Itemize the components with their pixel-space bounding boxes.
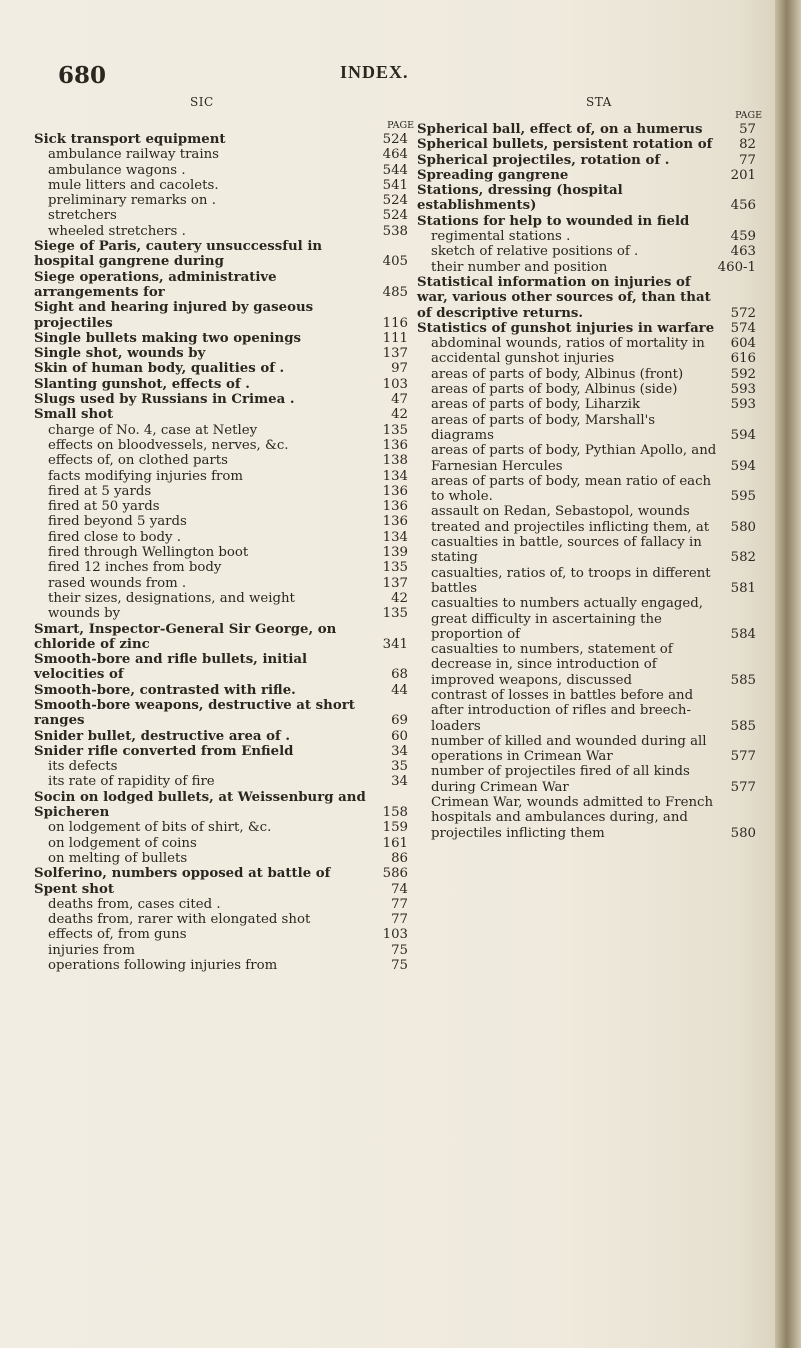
entry-heading: Slanting gunshot, xyxy=(34,376,168,392)
page-ref: 103 xyxy=(382,376,408,392)
index-subentry xyxy=(417,795,762,841)
index-subentry xyxy=(417,244,762,259)
entry-text: rotation of . xyxy=(580,152,670,168)
page-ref: 201 xyxy=(730,167,756,183)
entry-text: injuries from xyxy=(48,942,135,958)
index-subentry xyxy=(417,367,762,382)
entry-heading: Siege of Paris, xyxy=(34,239,142,255)
entry-text: cautery unsuccessful in hospital gangrene during xyxy=(34,239,323,270)
entry-text: charge of No. 4, case at Netley xyxy=(48,422,258,438)
index-entry xyxy=(34,132,414,147)
page-ref: 136 xyxy=(382,483,408,499)
index-subentry xyxy=(34,178,414,193)
entry-text: administrative arrangements for xyxy=(34,269,277,300)
index-entry xyxy=(417,214,762,229)
entry-text: warfare xyxy=(657,320,715,336)
page-ref: 586 xyxy=(382,866,408,882)
page-ref: 524 xyxy=(382,193,408,209)
entry-heading: Solferino, xyxy=(34,866,107,882)
page-ref: 604 xyxy=(730,336,756,352)
page-ref: 456 xyxy=(730,198,756,214)
index-subentry xyxy=(417,382,762,397)
page-ref: 161 xyxy=(382,835,408,851)
index-subentry xyxy=(34,560,414,575)
index-subentry xyxy=(417,642,762,688)
entry-text: number of killed and wounded during all operations in Crimean War xyxy=(431,733,707,765)
page-ref: 35 xyxy=(391,759,408,775)
index-subentry xyxy=(417,596,762,642)
entry-text: on lodgement of coins xyxy=(48,835,197,851)
page-ref: 68 xyxy=(391,667,408,683)
entry-heading: Spherical projectiles, xyxy=(417,152,576,168)
entry-text: fired 12 inches from body xyxy=(48,560,222,576)
page-ref: 544 xyxy=(382,162,408,178)
page-ref: 103 xyxy=(382,927,408,943)
right-index-column xyxy=(417,110,762,841)
index-subentry xyxy=(417,688,762,734)
entry-text: mule litters and cacolets. xyxy=(48,177,219,193)
page-ref: 97 xyxy=(391,361,408,377)
index-entry xyxy=(34,790,414,821)
index-subentry xyxy=(417,566,762,597)
index-entry xyxy=(417,321,762,336)
page-ref: 595 xyxy=(730,489,756,505)
entry-text: areas of parts of body, Albinus (front) xyxy=(431,366,684,382)
page-ref: 585 xyxy=(730,672,756,688)
page-ref: 594 xyxy=(730,458,756,474)
entry-text: on melting of bullets xyxy=(48,850,188,866)
entry-heading: Sight and hearing xyxy=(34,300,169,316)
page-column-label: PAGE xyxy=(387,120,414,131)
entry-text: deaths from, rarer with elongated shot xyxy=(48,912,311,928)
entry-text: areas of parts of body, Liharzik xyxy=(431,397,641,413)
entry-text: areas of parts of body, Pythian Apollo, and Farnesian Hercules xyxy=(431,443,717,474)
page-column-label: PAGE xyxy=(735,110,762,121)
entry-text: their sizes, designations, and weight xyxy=(48,590,295,606)
index-subentry xyxy=(417,351,762,366)
page-ref: 34 xyxy=(391,774,408,790)
entry-text: fired close to body . xyxy=(48,529,182,545)
entry-text: fired through Wellington boot xyxy=(48,545,249,561)
index-subentry xyxy=(34,897,414,912)
index-subentry xyxy=(34,958,414,973)
page-ref: 42 xyxy=(391,407,408,423)
entry-heading: Small shot xyxy=(34,407,114,423)
entry-text: converted from Enfield xyxy=(122,743,294,759)
index-subentry xyxy=(34,836,414,851)
index-entry xyxy=(417,122,762,137)
entry-text: assault on Redan, Sebastopol, wounds treated and projectiles inflicting them, at xyxy=(431,504,710,535)
page-ref: 77 xyxy=(391,912,408,928)
entry-text: injured by gaseous projectiles xyxy=(34,300,314,331)
index-entry xyxy=(34,239,414,270)
page-ref: 616 xyxy=(730,351,756,367)
page-ref: 86 xyxy=(391,850,408,866)
entry-heading: Stations, dressing xyxy=(417,183,552,199)
page-ref: 77 xyxy=(739,152,756,168)
index-subentry xyxy=(34,545,414,560)
left-index-column xyxy=(34,120,414,973)
page-number: 680 xyxy=(58,62,107,89)
entry-text: casualties, ratios of, to troops in different battles xyxy=(431,565,711,596)
index-subentry xyxy=(417,397,762,412)
index-subentry xyxy=(417,734,762,765)
entry-text: deaths from, cases cited . xyxy=(48,896,221,912)
page-ref: 581 xyxy=(730,580,756,596)
entry-heading: Stations for help to wounded in field xyxy=(417,213,690,229)
page-ref: 459 xyxy=(730,229,756,245)
entry-heading: Siege operations, xyxy=(34,269,164,285)
page-ref: 75 xyxy=(391,942,408,958)
page-ref: 136 xyxy=(382,514,408,530)
page-ref: 538 xyxy=(382,223,408,239)
right-column-range: STA xyxy=(586,95,612,109)
index-subentry xyxy=(34,208,414,223)
index-subentry xyxy=(34,774,414,789)
left-column-range: SIC xyxy=(190,95,214,109)
index-entry xyxy=(34,361,414,376)
index-subentry xyxy=(34,576,414,591)
page-ref: 134 xyxy=(382,468,408,484)
index-subentry xyxy=(34,438,414,453)
entry-text: operations following injuries from xyxy=(48,958,278,974)
index-entry xyxy=(34,270,414,301)
index-entry xyxy=(34,407,414,422)
entry-text: of war, various other sources of, than that of descriptive returns. xyxy=(417,274,711,321)
entry-text: numbers opposed at battle of xyxy=(111,866,331,882)
index-subentry xyxy=(34,423,414,438)
entry-text: destructive area of . xyxy=(140,728,290,744)
entry-text: its defects xyxy=(48,759,118,775)
entry-text: effects on bloodvessels, nerves, &c. xyxy=(48,437,289,453)
entry-heading: Snider rifle xyxy=(34,743,118,759)
page-ref: 485 xyxy=(382,284,408,300)
entry-text: its rate of rapidity of fire xyxy=(48,774,215,790)
entry-text: areas of parts of body, mean ratio of each to whole. xyxy=(431,473,712,505)
entry-heading: Spreading gangrene xyxy=(417,167,569,183)
entry-heading: Smooth-bore and rifle bullets, xyxy=(34,652,258,668)
entry-text: destructive at short ranges xyxy=(34,697,355,729)
entry-text: Crimean War, wounds admitted to French hospitals and ambulances during, and projectiles inflicting them xyxy=(431,795,714,841)
page-ref: 135 xyxy=(382,422,408,438)
index-subentry xyxy=(34,499,414,514)
index-subentry xyxy=(34,147,414,162)
index-subentry xyxy=(34,606,414,621)
entry-text: their number and position xyxy=(431,259,608,275)
entry-heading: Spent shot xyxy=(34,881,114,897)
index-subentry xyxy=(417,504,762,535)
page-ref: 34 xyxy=(391,743,408,759)
index-subentry xyxy=(34,193,414,208)
index-entry xyxy=(34,866,414,881)
page-ref: 464 xyxy=(382,147,408,163)
entry-text: sketch of relative positions of . xyxy=(431,244,639,260)
index-entry xyxy=(34,744,414,759)
entry-text: ambulance wagons . xyxy=(48,162,186,178)
index-entry xyxy=(34,683,414,698)
page-ref: 594 xyxy=(730,427,756,443)
page-ref: 341 xyxy=(382,636,408,652)
entry-text: facts modifying injuries from xyxy=(48,468,243,484)
entry-text: effects of, from guns xyxy=(48,927,187,943)
index-subentry xyxy=(34,469,414,484)
page-ref: 137 xyxy=(382,575,408,591)
entry-text: preliminary remarks on . xyxy=(48,193,216,209)
index-entry xyxy=(417,168,762,183)
entry-heading: Smart, Inspector-General Sir xyxy=(34,621,251,637)
index-subentry xyxy=(417,474,762,505)
page-ref: 116 xyxy=(382,315,408,331)
page-ref: 524 xyxy=(382,208,408,224)
entry-text: casualties to numbers, statement of decrease in, since introduction of improved weapons, discussed xyxy=(431,642,673,688)
entry-heading: Smooth-bore weapons, xyxy=(34,697,204,713)
page-ref: 138 xyxy=(382,453,408,469)
entry-text: making two openings xyxy=(141,330,301,346)
page-ref: 580 xyxy=(730,825,756,841)
index-entry xyxy=(34,392,414,407)
index-subentry xyxy=(34,759,414,774)
index-entry xyxy=(34,331,414,346)
index-subentry xyxy=(417,336,762,351)
index-entry xyxy=(34,729,414,744)
page-ref: 158 xyxy=(382,805,408,821)
page-ref: 582 xyxy=(730,550,756,566)
index-subentry xyxy=(34,453,414,468)
entry-heading: Single bullets xyxy=(34,330,137,346)
index-entry xyxy=(417,275,762,321)
page-ref: 111 xyxy=(382,330,408,346)
entry-text: persistent rotation of xyxy=(552,137,713,153)
entry-text: areas of parts of body, Albinus (side) xyxy=(431,382,678,398)
index-entry xyxy=(417,183,762,214)
entry-heading: Smooth-bore, xyxy=(34,682,135,698)
entry-text: wounds by xyxy=(48,606,121,622)
page-title: INDEX. xyxy=(340,62,409,82)
index-entry xyxy=(417,153,762,168)
page-ref: 42 xyxy=(391,590,408,606)
index-subentry xyxy=(34,912,414,927)
index-entry xyxy=(34,652,414,683)
index-subentry xyxy=(34,484,414,499)
entry-heading: Statistical information on injuries xyxy=(417,274,672,290)
page-ref: 460-1 xyxy=(717,259,756,275)
page-ref: 134 xyxy=(382,529,408,545)
page-ref: 159 xyxy=(382,820,408,836)
page-ref: 593 xyxy=(730,397,756,413)
entry-text: on lodged bullets, at Weissenburg and Spicheren xyxy=(34,789,366,821)
index-entry xyxy=(34,300,414,331)
page-ref: 541 xyxy=(382,177,408,193)
entry-heading: Spherical bullets, xyxy=(417,137,549,153)
index-subentry xyxy=(34,927,414,942)
entry-text: abdominal wounds, ratios of mortality in xyxy=(431,336,705,352)
entry-text: fired at 50 yards xyxy=(48,499,160,515)
page-ref: 577 xyxy=(730,749,756,765)
entry-text: regimental stations . xyxy=(431,229,571,245)
page-ref: 60 xyxy=(391,728,408,744)
page-ref: 77 xyxy=(391,896,408,912)
index-subentry xyxy=(34,851,414,866)
index-entry xyxy=(34,882,414,897)
index-subentry xyxy=(417,764,762,795)
entry-heading: Socin xyxy=(34,789,76,805)
page-ref: 44 xyxy=(391,682,408,698)
entry-text: wheeled stretchers . xyxy=(48,223,186,239)
entry-text: contrast of losses in battles before and after introduction of rifles and breech-loaders xyxy=(431,687,694,734)
entry-text: contrasted with rifle. xyxy=(139,682,296,698)
index-entry xyxy=(34,622,414,653)
index-subentry xyxy=(417,443,762,474)
page-ref: 137 xyxy=(382,346,408,362)
entry-heading: Statistics of gunshot injuries in xyxy=(417,320,653,336)
entry-text: on lodgement of bits of shirt, &c. xyxy=(48,820,272,836)
index-subentry xyxy=(417,535,762,566)
page-ref: 82 xyxy=(739,137,756,153)
index-subentry xyxy=(34,163,414,178)
page-ref: 577 xyxy=(730,779,756,795)
page-ref: 593 xyxy=(730,382,756,398)
index-subentry xyxy=(34,514,414,529)
index-subentry xyxy=(34,943,414,958)
page-ref: 592 xyxy=(730,366,756,382)
page-ref: 584 xyxy=(730,626,756,642)
page-ref: 136 xyxy=(382,437,408,453)
page-ref: 574 xyxy=(730,320,756,336)
index-subentry xyxy=(34,820,414,835)
entry-text: qualities of . xyxy=(190,361,285,377)
index-subentry xyxy=(34,224,414,239)
entry-text: fired beyond 5 yards xyxy=(48,514,187,530)
entry-text: George, on chloride of zinc xyxy=(34,621,337,652)
page-ref: 135 xyxy=(382,606,408,622)
index-entry xyxy=(34,698,414,729)
page-ref: 74 xyxy=(391,881,408,897)
page-ref: 572 xyxy=(730,305,756,321)
entry-heading: Single shot, xyxy=(34,346,123,362)
entry-text: accidental gunshot injuries xyxy=(431,351,615,367)
entry-text: effect of, on a humerus xyxy=(529,122,703,137)
index-subentry xyxy=(417,260,762,275)
page-ref: 75 xyxy=(391,958,408,974)
book-page-edge xyxy=(775,0,801,1348)
index-subentry xyxy=(417,229,762,244)
page-ref: 580 xyxy=(730,519,756,535)
page-ref: 463 xyxy=(730,244,756,260)
entry-heading: Spherical ball, xyxy=(417,122,526,137)
page-ref: 69 xyxy=(391,713,408,729)
index-subentry xyxy=(34,591,414,606)
entry-text: casualties in battle, sources of fallacy in stating xyxy=(431,535,702,566)
index-entry xyxy=(417,137,762,152)
page-ref: 405 xyxy=(382,254,408,270)
entry-text: ambulance railway trains xyxy=(48,147,220,163)
entry-text: fired at 5 yards xyxy=(48,483,152,499)
entry-heading: Sick transport equipment xyxy=(34,132,226,147)
entry-text: initial velocities of xyxy=(34,652,308,683)
entry-text: wounds by xyxy=(127,346,206,362)
entry-heading: Snider bullet, xyxy=(34,728,137,744)
entry-text: casualties to numbers actually engaged, great difficulty in ascertaining the proportion of xyxy=(431,596,704,642)
entry-text: effects of . xyxy=(171,376,250,392)
entry-heading: Slugs xyxy=(34,392,76,408)
index-subentry xyxy=(34,530,414,545)
entry-text: stretchers xyxy=(48,208,117,224)
page-ref: 524 xyxy=(382,132,408,147)
entry-text: number of projectiles fired of all kinds during Crimean War xyxy=(431,764,690,795)
page-ref: 139 xyxy=(382,545,408,561)
page-ref: 585 xyxy=(730,718,756,734)
page-ref: 136 xyxy=(382,499,408,515)
index-entry xyxy=(34,346,414,361)
entry-text: (hospital establishments) xyxy=(417,183,623,214)
entry-heading: Skin of human body, xyxy=(34,361,187,377)
page-ref: 135 xyxy=(382,560,408,576)
entry-text: rased wounds from . xyxy=(48,575,187,591)
entry-text: used by Russians in Crimea . xyxy=(79,392,295,408)
index-entry xyxy=(34,377,414,392)
page-ref: 47 xyxy=(391,392,408,408)
page-ref: 57 xyxy=(739,122,756,137)
entry-text: areas of parts of body, Marshall's diagrams xyxy=(431,412,656,443)
entry-text: effects of, on clothed parts xyxy=(48,453,228,469)
index-subentry xyxy=(417,413,762,444)
